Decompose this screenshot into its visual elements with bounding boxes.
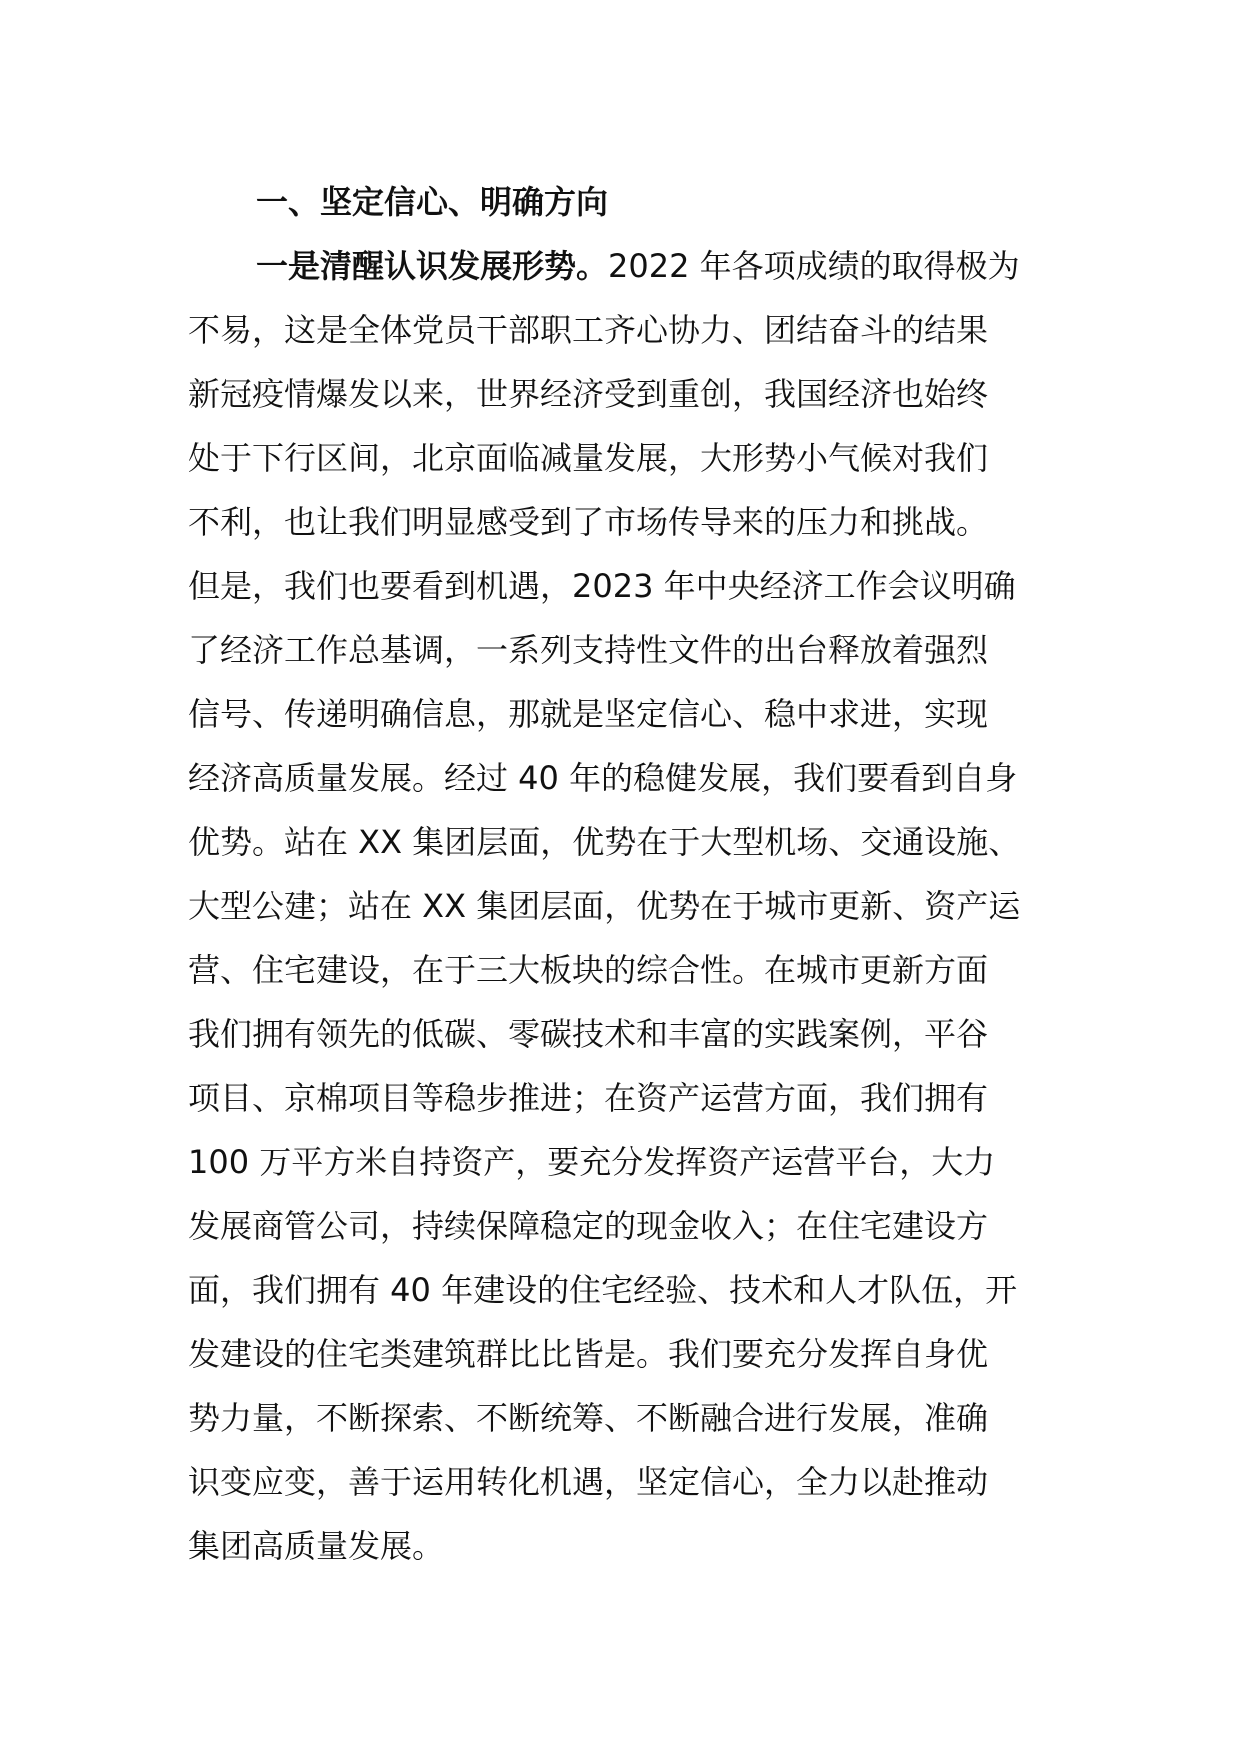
paragraph-line: 发展商管公司，持续保障稳定的现金收入；在住宅建设方 bbox=[188, 1207, 989, 1245]
section-heading: 一、坚定信心、明确方向 bbox=[256, 183, 609, 221]
paragraph-line: 项目、京棉项目等稳步推进；在资产运营方面，我们拥有 bbox=[188, 1079, 989, 1117]
paragraph-line: 新冠疫情爆发以来，世界经济受到重创，我国经济也始终 bbox=[188, 375, 989, 413]
paragraph-line: 大型公建；站在 XX 集团层面，优势在于城市更新、资产运 bbox=[188, 887, 1021, 925]
paragraph-line: 不利，也让我们明显感受到了市场传导来的压力和挑战。 bbox=[188, 503, 989, 541]
paragraph-line: 势力量，不断探索、不断统筹、不断融合进行发展，准确 bbox=[188, 1399, 989, 1437]
paragraph-line bbox=[256, 234, 1058, 298]
paragraph-line: 了经济工作总基调，一系列支持性文件的出台释放着强烈 bbox=[188, 631, 989, 669]
paragraph-line: 100 万平方米自持资产，要充分发挥资产运营平台，大力 bbox=[188, 1143, 996, 1181]
paragraph-lead: 一是清醒认识发展形势。 bbox=[256, 247, 609, 285]
paragraph-line: 优势。站在 XX 集团层面，优势在于大型机场、交通设施、 bbox=[188, 823, 1021, 861]
paragraph-line: 营、住宅建设，在于三大板块的综合性。在城市更新方面 bbox=[188, 951, 989, 989]
paragraph-line: 识变应变，善于运用转化机遇，坚定信心，全力以赴推动 bbox=[188, 1463, 989, 1501]
paragraph-line: 处于下行区间，北京面临减量发展，大形势小气候对我们 bbox=[188, 439, 989, 477]
paragraph-text: 2022 年各项成绩的取得极为 bbox=[608, 247, 1020, 285]
paragraph-line: 发建设的住宅类建筑群比比皆是。我们要充分发挥自身优 bbox=[188, 1335, 989, 1373]
paragraph-line: 集团高质量发展。 bbox=[188, 1527, 445, 1565]
paragraph-line: 经济高质量发展。经过 40 年的稳健发展，我们要看到自身 bbox=[188, 759, 1018, 797]
paragraph-line: 我们拥有领先的低碳、零碳技术和丰富的实践案例，平谷 bbox=[188, 1015, 989, 1053]
paragraph-line: 信号、传递明确信息，那就是坚定信心、稳中求进，实现 bbox=[188, 695, 989, 733]
paragraph-line: 但是，我们也要看到机遇，2023 年中央经济工作会议明确 bbox=[188, 567, 1016, 605]
paragraph-line: 面，我们拥有 40 年建设的住宅经验、技术和人才队伍，开 bbox=[188, 1271, 1018, 1309]
paragraph-line: 不易，这是全体党员干部职工齐心协力、团结奋斗的结果 bbox=[188, 311, 989, 349]
